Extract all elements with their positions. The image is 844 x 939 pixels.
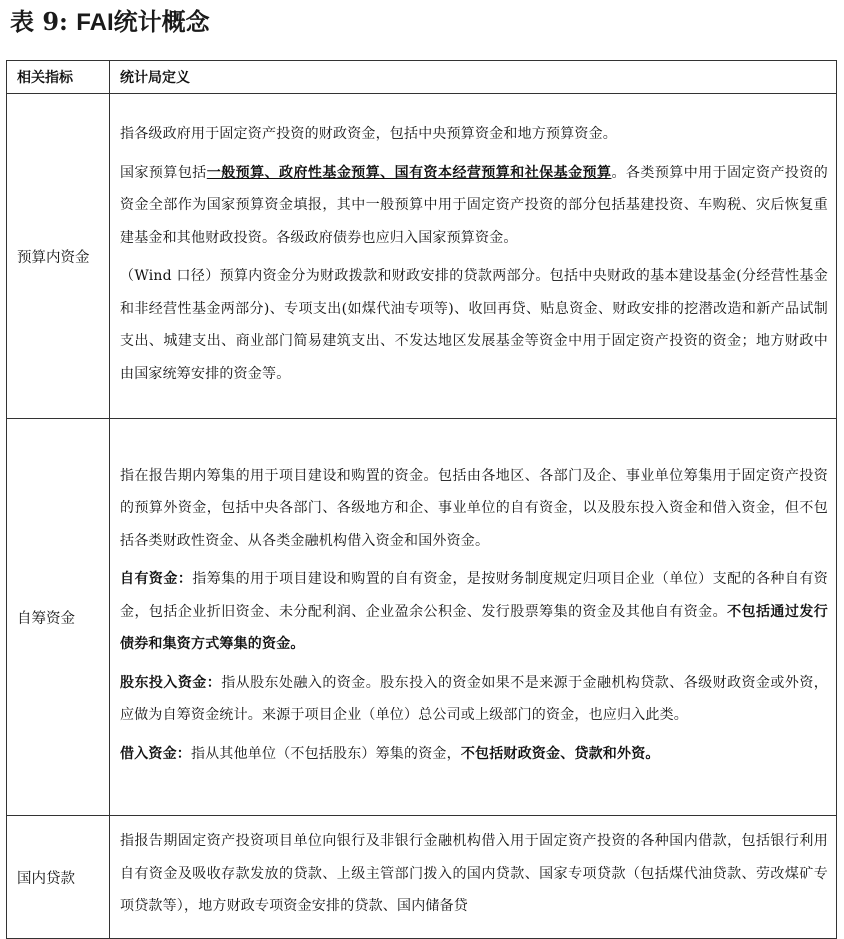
term-heading: 股东投入资金：	[120, 674, 222, 691]
text-span: 。各类预算中用于固定资产投资的资金全部作为国家预算资金填报，其中一般预算中用于固定资产投资的部分包括基建投资、车购税、灾后恢复重建基金和其他财政投资。各级政府债券也应归入国家预算资金。	[120, 164, 829, 246]
term-heading: 借入资金：	[120, 745, 191, 762]
row-label-budget-funds: 预算内资金	[7, 94, 110, 419]
text-span: 指从股东处融入的资金。股东投入的资金如果不是来源于金融机构贷款、各级财政资金或外资，应做为自筹资金统计。来源于项目企业（单位）总公司或上级部门的资金，也应归入此类。	[120, 674, 828, 724]
table-row	[7, 816, 837, 939]
definition-paragraph: （Wind 口径）预算内资金分为财政拨款和财政安排的贷款两部分。包括中央财政的基本建设基金(分经营性基金和非经营性基金两部分)、专项支出(如煤代油专项等)、收回再贷、贴息资金、财政安排的挖潜改造和新产品试制支出、城建支出、商业部门简易建筑支出、不发达地区发展基金等资金中用于固定资产投资的资金；地方财政中由国家统筹安排的资金等。	[120, 268, 828, 382]
underlined-budget-types: 一般预算、政府性基金预算、国有资本经营预算和社保基金预算	[206, 164, 612, 181]
definition-paragraph	[120, 157, 828, 255]
table-title	[10, 5, 210, 39]
row-definition-budget-funds	[110, 94, 837, 419]
text-span: 指从其他单位（不包括股东）筹集的资金，	[191, 745, 461, 762]
bold-exclusion: 不包括财政资金、贷款和外资。	[460, 745, 660, 762]
definition-paragraph	[120, 563, 828, 661]
title-text: 统计概念	[113, 7, 210, 36]
definition-paragraph	[120, 738, 828, 771]
text-span: 指筹集的用于项目建设和购置的自有资金，是按财务制度规定归项目企业（单位）支配的各种自有资金，包括企业折旧资金、未分配利润、企业盈余公积金、发行股票筹集的资金及其他自有资金。	[120, 571, 828, 620]
definition-paragraph: 指各级政府用于固定资产投资的财政资金，包括中央预算资金和地方预算资金。	[120, 126, 617, 142]
clipped-content	[120, 825, 828, 925]
row-definition-domestic-loans	[110, 816, 837, 939]
text-span: 国家预算包括	[120, 164, 207, 181]
header-row	[7, 61, 837, 94]
title-acronym: FAI	[76, 9, 114, 36]
fai-concepts-table	[6, 60, 837, 939]
table-row	[7, 419, 837, 816]
header-indicator: 相关指标	[7, 61, 110, 94]
row-definition-self-raised-funds	[110, 419, 837, 816]
definition-paragraph	[120, 667, 828, 732]
definition-paragraph: 指报告期固定资产投资项目单位向银行及非银行金融机构借入用于固定资产投资的各种国内借款，包括银行利用自有资金及吸收存款发放的贷款、上级主管部门拨入的国内贷款、国家专项贷款（包括煤代油贷款、劳改煤矿专项贷款等），地方财政专项资金安排的贷款、国内储备贷	[120, 833, 828, 914]
definition-paragraph: 指在报告期内筹集的用于项目建设和购置的资金。包括由各地区、各部门及企、事业单位筹集用于固定资产投资的预算外资金，包括中央各部门、各级地方和企、事业单位的自有资金，以及股东投入资金和借入资金，但不包括各类财政性资金、从各类金融机构借入资金和国外资金。	[120, 467, 828, 549]
row-label-self-raised-funds: 自筹资金	[7, 419, 110, 816]
term-heading: 自有资金：	[120, 571, 193, 588]
table-number: 表 9:	[10, 7, 68, 36]
header-definition: 统计局定义	[110, 61, 837, 94]
row-label-domestic-loans: 国内贷款	[7, 816, 110, 939]
table-row	[7, 94, 837, 419]
bold-exclusion: 不包括通过发行债券和集资方式筹集的资金。	[120, 603, 828, 653]
